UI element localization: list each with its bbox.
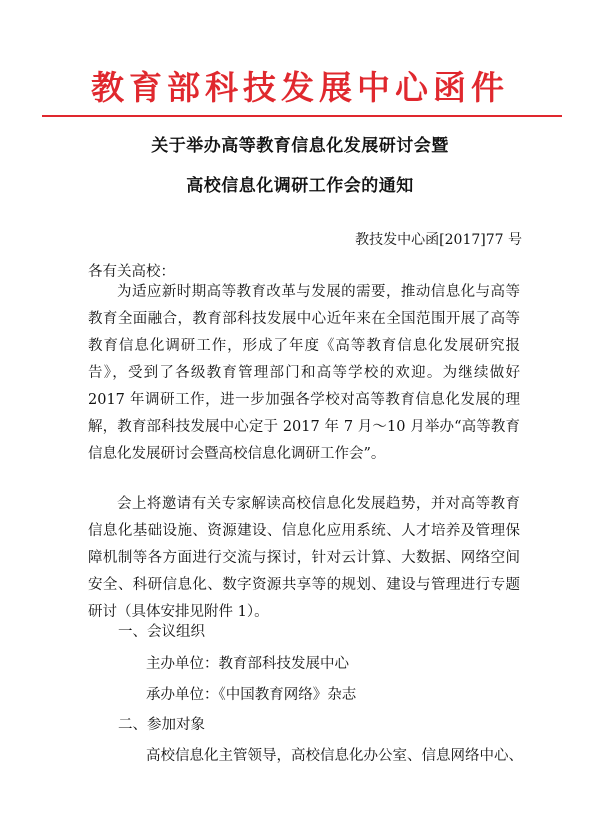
title-line-2: 高校信息化调研工作会的通知 <box>186 176 414 196</box>
paragraph-1: 为适应新时期高等教育改革与发展的需要，推动信息化与高等教育全面融合，教育部科技发展中心近年来在全国范围开展了高等教育信息化调研工作，形成了年度《高等教育信息化发展研究报告》，受到了各级教育管理部门和高等学校的欢迎。为继续做好 2017 年调研工作，进一步加强各学校对高等教育信息化发展的理解，教育部科技发展中心定于 2017 年 7 月～10 月举办“高等教育信息化发展研讨会暨高校信息化调研工作会”。 <box>88 284 520 462</box>
title-line-1: 关于举办高等教育信息化发展研讨会暨 <box>151 136 449 156</box>
letterhead-rule <box>42 115 562 117</box>
letterhead: 教育部科技发展中心函件 <box>91 68 509 107</box>
paragraph-2: 会上将邀请有关专家解读高校信息化发展趋势，并对高等教育信息化基础设施、资源建设、信息化应用系统、人才培养及管理保障机制等各方面进行交流与探讨，针对云计算、大数据、网络空间安全、科研信息化、数字资源共享等的规划、建设与管理进行专题研讨（具体安排见附件 1）。 <box>88 496 520 620</box>
section-2-text: 高校信息化主管领导，高校信息化办公室、信息网络中心、 <box>146 748 523 764</box>
document-number: 教技发中心函[2017]77 号 <box>355 232 522 248</box>
salutation: 各有关高校： <box>88 264 175 280</box>
co-organizer-line: 承办单位：《中国教育网络》杂志 <box>146 687 357 703</box>
section-1-heading: 一、会议组织 <box>118 624 205 640</box>
organizer-line: 主办单位：教育部科技发展中心 <box>146 656 349 672</box>
section-2-heading: 二、参加对象 <box>118 717 205 733</box>
